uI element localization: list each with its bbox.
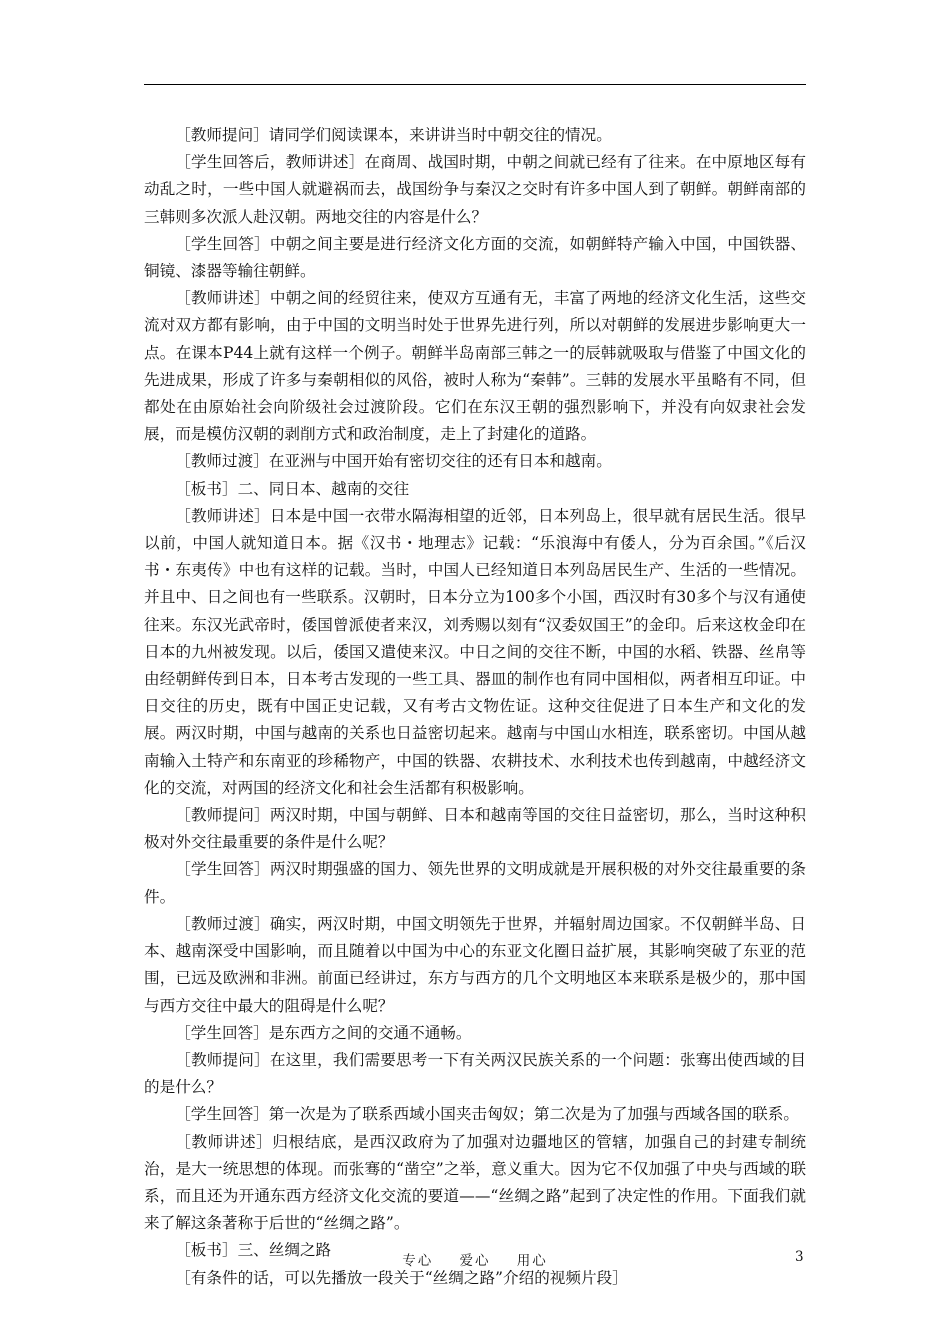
paragraph: ［教师讲述］日本是中国一衣带水隔海相望的近邻，日本列岛上，很早就有居民生活。很早以前，中国人就知道日本。据《汉书・地理志》记载：“乐浪海中有倭人，分为百余国。”《后汉书・东夷传》中也有这样的记载。当时，中国人已经知道日本列岛居民生产、生活的一些情况。并且中、日之间也有一些联系。汉朝时，日本分立为100多个小国，西汉时有30多个与汉有通使往来。东汉光武帝时，倭国曾派使者来汉，刘秀赐以刻有“汉委奴国王”的金印。后来这枚金印在日本的九州被发现。以后，倭国又遣使来汉。中日之间的交往不断，中国的水稻、铁器、丝帛等由经朝鲜传到日本，日本考古发现的一些工具、器皿的制作也有同中国相似，两者相互印证。中日交往的历史，既有中国正史记载，又有考古文物佐证。这种交往促进了日本生产和文化的发展。两汉时期，中国与越南的关系也日益密切起来。越南与中国山水相连，联系密切。中国从越南输入土特产和东南亚的珍稀物产，中国的铁器、农耕技术、水利技术也传到越南，中越经济文化的交流，对两国的经济文化和社会生活都有积极影响。 — [144, 506, 806, 797]
paragraph: ［教师讲述］归根结底，是西汉政府为了加强对边疆地区的管辖，加强自己的封建专制统治，是大一统思想的体现。而张骞的“凿空”之举，意义重大。因为它不仅加强了中央与西域的联系，而且还为开通东西方经济文化交流的要道——“丝绸之路”起到了决定性的作用。下面我们就来了解这条著称于后世的“丝绸之路”。 — [144, 1132, 806, 1233]
paragraph: ［学生回答］两汉时期强盛的国力、领先世界的文明成就是开展积极的对外交往最重要的条件。 — [144, 860, 806, 906]
paragraph: ［学生回答］是东西方之间的交通不通畅。 — [175, 1023, 472, 1042]
paragraph: ［教师提问］在这里，我们需要思考一下有关两汉民族关系的一个问题：张骞出使西域的目的是什么？ — [144, 1050, 806, 1097]
paragraph: ［学生回答］中朝之间主要是进行经济文化方面的交流，如朝鲜特产输入中国，中国铁器、铜镜、漆器等输往朝鲜。 — [144, 234, 806, 281]
paragraph: ［学生回答］第一次是为了联系西域小国夹击匈奴；第二次是为了加强与西域各国的联系。 — [175, 1105, 799, 1124]
page-number: 3 — [795, 1249, 804, 1265]
paragraph: ［教师提问］请同学们阅读课本，来讲讲当时中朝交往的情况。 — [175, 126, 612, 144]
footer-slogan: 专心 爱心 用心 — [402, 1253, 548, 1269]
paragraph: ［板书］三、丝绸之路 — [175, 1241, 332, 1260]
paragraph: ［教师提问］两汉时期，中国与朝鲜、日本和越南等国的交往日益密切，那么，当时这种积极对外交往最重要的条件是什么呢？ — [144, 806, 806, 852]
paragraph: ［教师讲述］中朝之间的经贸往来，使双方互通有无，丰富了两地的经济文化生活，这些交流对双方都有影响，由于中国的文明当时处于世界先进行列，所以对朝鲜的发展进步影响更大一点。在课本P44上就有这样一个例子。朝鲜半岛南部三韩之一的辰韩就吸取与借鉴了中国文化的先进成果，形成了许多与秦朝相似的风俗，被时人称为“秦韩”。三韩的发展水平虽略有不同，但都处在由原始社会向阶级社会过渡阶段。它们在东汉王朝的强烈影响下，并没有向奴隶社会发展，而是模仿汉朝的剥削方式和政治制度，走上了封建化的道路。 — [144, 289, 806, 444]
page-footer — [0, 1249, 950, 1269]
header-rule — [144, 84, 806, 85]
paragraph: ［教师过渡］确实，两汉时期，中国文明领先于世界，并辐射周边国家。不仅朝鲜半岛、日本、越南深受中国影响，而且随着以中国为中心的东亚文化圈日益扩展，其影响突破了东亚的范围，已远及欧洲和非洲。前面已经讲过，东方与西方的几个文明地区本来联系是极少的，那中国与西方交往中最大的阻碍是什么呢？ — [144, 914, 806, 1015]
document-body — [144, 122, 806, 1292]
paragraph: ［板书］二、同日本、越南的交往 — [175, 479, 410, 498]
paragraph: ［有条件的话，可以先播放一段关于“丝绸之路”介绍的视频片段］ — [175, 1268, 628, 1287]
paragraph: ［教师过渡］在亚洲与中国开始有密切交往的还有日本和越南。 — [175, 452, 612, 471]
paragraph: ［学生回答后，教师讲述］在商周、战国时期，中朝之间就已经有了往来。在中原地区每有动乱之时，一些中国人就避祸而去，战国纷争与秦汉之交时有许多中国人到了朝鲜。朝鲜南部的三韩则多次派人赴汉朝。两地交往的内容是什么？ — [144, 153, 806, 226]
